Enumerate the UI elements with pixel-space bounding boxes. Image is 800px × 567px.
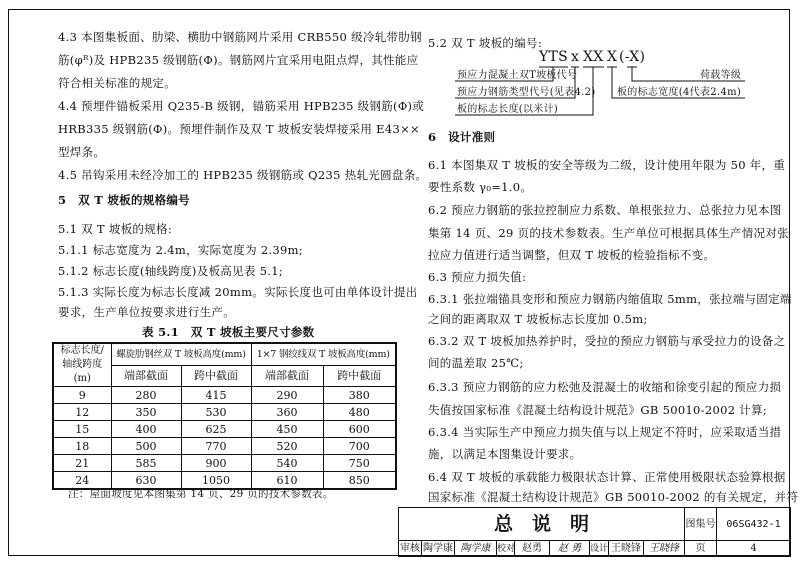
- subheader: 端部截面: [251, 365, 323, 386]
- table-cell: 1050: [181, 472, 251, 490]
- section-6-heading: 6 设计准则: [428, 130, 496, 144]
- table-cell: 24: [53, 472, 111, 490]
- clause-6-3-2-l1: 6.3.2 双 T 坡板加热养护时，受拉的预应力钢筋与承受拉力的设备之: [428, 334, 786, 348]
- subheader: 跨中截面: [181, 365, 251, 386]
- clause-6-4-l1: 6.4 双 T 坡板的承载能力极限状态计算、正常使用极限状态验算根据: [428, 470, 786, 484]
- table-cell: 450: [251, 421, 323, 438]
- table-cell: 530: [181, 404, 251, 421]
- label-load-grade: 荷载等级: [700, 70, 742, 81]
- clause-4-3-l3: 符合相关标准的规定。: [58, 76, 176, 90]
- clause-6-3-4-l2: 施，以满足本图集设计要求。: [428, 447, 582, 461]
- clause-4-4-l2: HRB335 级钢筋(Φ)。预埋件制作及双 T 坡板安装焊接采用 E43××: [58, 122, 420, 136]
- table-title: 表 5.1 双 T 坡板主要尺寸参数: [142, 325, 315, 339]
- table-cell: 360: [251, 404, 323, 421]
- table-cell: 850: [323, 472, 396, 490]
- label-width: 板的标志宽度(4代表2.4m): [617, 87, 742, 98]
- clause-6-2-l1: 6.2 预应力钢筋的张拉控制应力系数、单根张拉力、总张拉力见本图: [428, 203, 782, 217]
- clause-6-3: 6.3 预应力损失值:: [428, 270, 527, 284]
- table-row: [53, 404, 396, 421]
- subheader: 端部截面: [111, 365, 181, 386]
- clause-6-3-3-l2: 失值按国家标准《混凝土结构设计规范》GB 50010-2002 计算;: [428, 403, 768, 417]
- table-cell: 540: [251, 455, 323, 472]
- atlas-number: 06SG432-1: [716, 508, 790, 541]
- clause-6-3-1-l1: 6.3.1 张拉端锚具变形和预应力钢筋内缩值取 5mm，张拉端与固定端: [428, 292, 792, 306]
- clause-5-1-3-l2: 要求，生产单位按要求进行生产。: [58, 305, 235, 319]
- table-cell: 350: [111, 404, 181, 421]
- clause-6-1-l2: 要性系数 γ₀=1.0。: [428, 180, 533, 194]
- clause-5-1: 5.1 双 T 坡板的规格:: [58, 222, 172, 236]
- drawing-title: 总 说 明: [493, 513, 589, 535]
- checker-signature: 赵 勇: [549, 541, 589, 557]
- subheader: 跨中截面: [323, 365, 396, 386]
- table-row: [53, 455, 396, 472]
- clause-4-4-l1: 4.4 预埋件锚板采用 Q235-B 级钢，锚筋采用 HPB235 级钢筋(Φ)或: [58, 99, 425, 113]
- label-code: 预应力混凝土双T坡板代号: [457, 70, 578, 81]
- header-span: 标志长度/轴线跨度(m): [53, 343, 111, 387]
- table-cell: 380: [323, 387, 396, 404]
- table-note: 注：屋面坡度见本图集第 14 页、29 页的技术参数表。: [68, 488, 334, 500]
- reviewer-name: 陶学康: [421, 541, 454, 557]
- label-steel-type: 预应力钢筋类型代号(见表4.2): [457, 87, 596, 98]
- design-label: 设计: [589, 541, 608, 557]
- clause-6-1-l1: 6.1 本图集双 T 坡板的安全等级为二级，设计使用年限为 50 年，重: [428, 158, 786, 172]
- page-label: 页: [684, 541, 716, 557]
- table-cell: 400: [111, 421, 181, 438]
- code-x: x: [571, 49, 580, 65]
- table-cell: 630: [111, 472, 181, 490]
- header-group-wire: 螺旋肋钢丝双 T 坡板高度(mm): [111, 343, 251, 365]
- table-cell: 12: [53, 404, 111, 421]
- table-row: [53, 438, 396, 455]
- table-cell: 750: [323, 455, 396, 472]
- clause-6-3-1-l2: 之间的距离取双 T 坡板标志长度加 0.5m;: [428, 312, 648, 326]
- header-group-strand: 1×7 钢绞线双 T 坡板高度(mm): [251, 343, 396, 365]
- page-number: 4: [716, 541, 790, 557]
- clause-6-3-3-l1: 6.3.3 预应力钢筋的应力松弛及混凝土的收缩和徐变引起的预应力损: [428, 380, 782, 394]
- clause-5-1-1: 5.1.1 标志宽度为 2.4m，实际宽度为 2.39m;: [58, 243, 304, 257]
- clause-6-2-l2: 集第 14 页、29 页的技术参数表。生产单位可根据具体生产情况对张: [428, 226, 789, 240]
- clause-4-5: 4.5 吊钩采用未经冷加工的 HPB235 级钢筋或 Q235 热轧光圆盘条。: [58, 168, 428, 182]
- table-cell: 700: [323, 438, 396, 455]
- code-load: (-X): [619, 49, 646, 65]
- designer-name: 王晓锋: [608, 541, 643, 557]
- code-xx: XX: [583, 49, 604, 65]
- atlas-label: 图集号: [684, 508, 716, 541]
- table-cell: 770: [181, 438, 251, 455]
- reviewer-signature: 陶学康: [454, 541, 496, 557]
- title-block: [398, 507, 791, 557]
- table-cell: 520: [251, 438, 323, 455]
- check-label: 校对: [496, 541, 514, 557]
- code-width: X: [607, 49, 618, 65]
- dimensions-table: [52, 342, 397, 490]
- table-cell: 900: [181, 455, 251, 472]
- table-cell: 280: [111, 387, 181, 404]
- clause-4-4-l3: 型焊条。: [58, 145, 106, 159]
- section-5-heading: 5 双 T 坡板的规格编号: [58, 193, 190, 207]
- clause-6-2-l3: 拉应力值进行适当调整，但双 T 坡板的检验指标不变。: [428, 248, 716, 262]
- table-cell: 585: [111, 455, 181, 472]
- table-cell: 625: [181, 421, 251, 438]
- table-cell: 9: [53, 387, 111, 404]
- review-label: 审核: [400, 543, 420, 554]
- code-yts: YTS: [539, 49, 569, 65]
- clause-6-4-l2: 国家标准《混凝土结构设计规范》GB 50010-2002 的有关规定，并符: [428, 490, 799, 504]
- table-cell: 290: [251, 387, 323, 404]
- clause-6-3-4-l1: 6.3.4 当实际生产中预应力损失值与以上规定不符时，应采取适当措: [428, 425, 782, 439]
- clause-5-1-2: 5.1.2 标志长度(轴线跨度)及板高见表 5.1;: [58, 264, 284, 278]
- table-cell: 21: [53, 455, 111, 472]
- table-cell: 18: [53, 438, 111, 455]
- table-cell: 500: [111, 438, 181, 455]
- code-diagram: [455, 49, 795, 122]
- table-cell: 415: [181, 387, 251, 404]
- table-row: [53, 421, 396, 438]
- clause-4-3-l2: 筋(φᴿ)及 HPB235 级钢筋(Φ)。钢筋网片宜采用电阻点焊，其性能应: [58, 53, 419, 67]
- label-length: 板的标志长度(以米计): [457, 104, 559, 115]
- clause-6-3-2-l2: 间的温差取 25℃;: [428, 356, 524, 370]
- table-row: [53, 387, 396, 404]
- clause-4-3-l1: 4.3 本图集板面、肋梁、横肋中钢筋网片采用 CRB550 级冷轧带肋钢: [58, 30, 422, 44]
- table-cell: 600: [323, 421, 396, 438]
- table-cell: 480: [323, 404, 396, 421]
- designer-signature: 王晓锋: [643, 541, 684, 557]
- clause-5-1-3-l1: 5.1.3 实际长度为标志长度减 20mm。实际长度也可由单体设计提出: [58, 285, 418, 299]
- table-cell: 610: [251, 472, 323, 490]
- table-cell: 15: [53, 421, 111, 438]
- clause-5-2: 5.2 双 T 坡板的编号:: [428, 36, 542, 50]
- checker-name: 赵勇: [514, 541, 549, 557]
